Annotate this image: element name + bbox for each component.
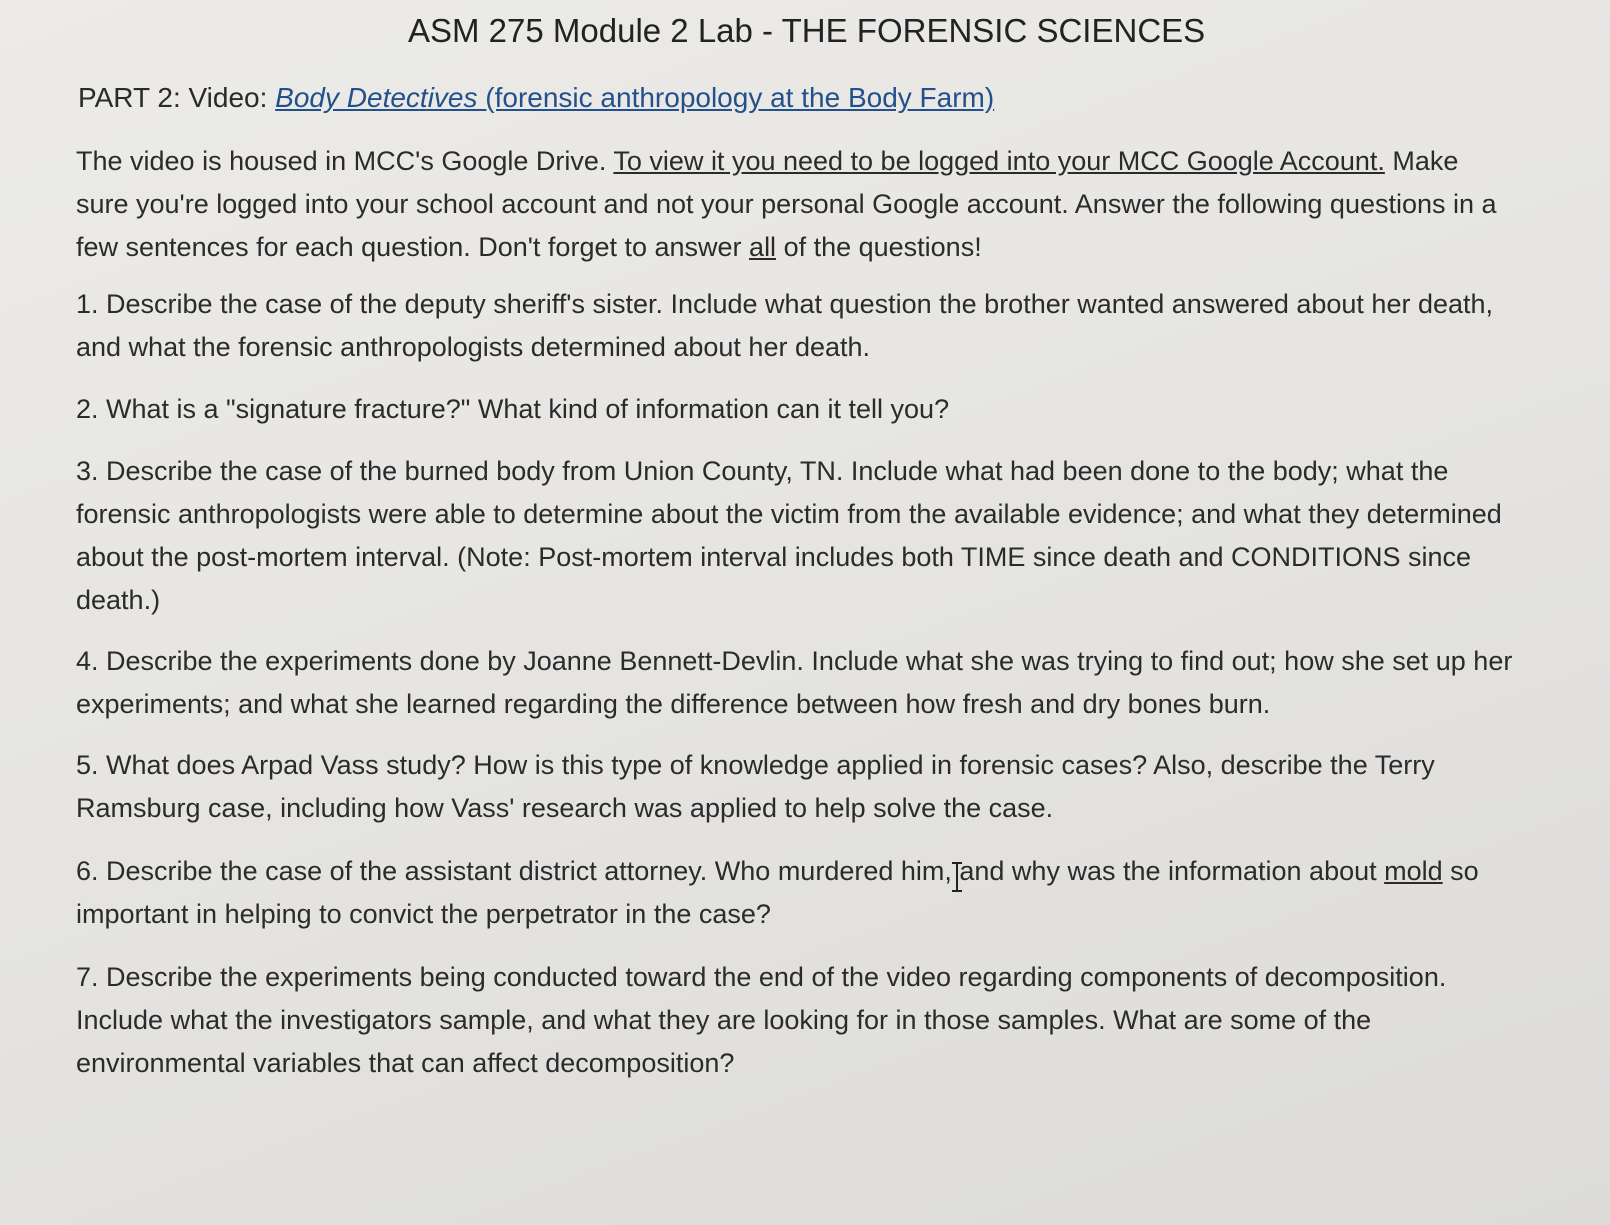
question-6-underlined: mold [1384, 856, 1443, 886]
video-link-title: Body Detectives [275, 82, 478, 113]
question-4: 4. Describe the experiments done by Joanne Bennett-Devlin. Include what she was trying to find out; how she set up her experiments; and what she learned regarding the difference between how fresh and dry bones burn. [76, 646, 1513, 719]
part-label: PART 2: Video: [78, 82, 276, 113]
intro-underlined: To view it you need to be logged into your MCC Google Account. [613, 146, 1385, 176]
question-5: 5. What does Arpad Vass study? How is this type of knowledge applied in forensic cases? Also, describe the Terry Ramsburg case, including how Vass' research was applied to help solve the case. [76, 750, 1435, 823]
text-cursor-icon [950, 862, 964, 892]
intro-emphasis: all [749, 232, 777, 262]
question-2: 2. What is a "signature fracture?" What kind of information can it tell you? [76, 394, 950, 424]
question-6-text-1: 6. Describe the case of the assistant district attorney. Who murdered him, and why was the information about [76, 856, 1385, 886]
video-link-rest: (forensic anthropology at the Body Farm) [477, 82, 995, 113]
page-title: ASM 275 Module 2 Lab - THE FORENSIC SCIENCES [408, 12, 1206, 49]
video-link[interactable] [275, 82, 994, 113]
part-heading [78, 82, 994, 114]
question-1: 1. Describe the case of the deputy sheriff's sister. Include what question the brother wanted answered about her death, and what the forensic anthropologists determined about her death. [76, 289, 1494, 362]
question-3: 3. Describe the case of the burned body from Union County, TN. Include what had been done to the body; what the forensic anthropologists were able to determine about the victim from the available evidence; and what they determined about the post-mortem interval. (Note: Post-mortem interval includes both TIME since death and CONDITIONS since death.) [76, 456, 1502, 615]
intro-text-1: The video is housed in MCC's Google Drive. [76, 146, 614, 176]
question-7: 7. Describe the experiments being conducted toward the end of the video regarding components of decomposition. Include what the investigators sample, and what they are looking for in those samples. What are some of the environmental variables that can affect decomposition? [76, 962, 1447, 1078]
intro-text-2: Make sure you're logged into your school account and not your personal Google account. Answer the following questions in a few sentences for each question. Don't forget to answer [76, 146, 1497, 262]
intro-paragraph [76, 140, 1516, 269]
intro-text-3: of the questions! [776, 232, 982, 262]
question-6-text-2: so important in helping to convict the perpetrator in the case? [76, 856, 1479, 929]
question-6 [76, 850, 1516, 936]
